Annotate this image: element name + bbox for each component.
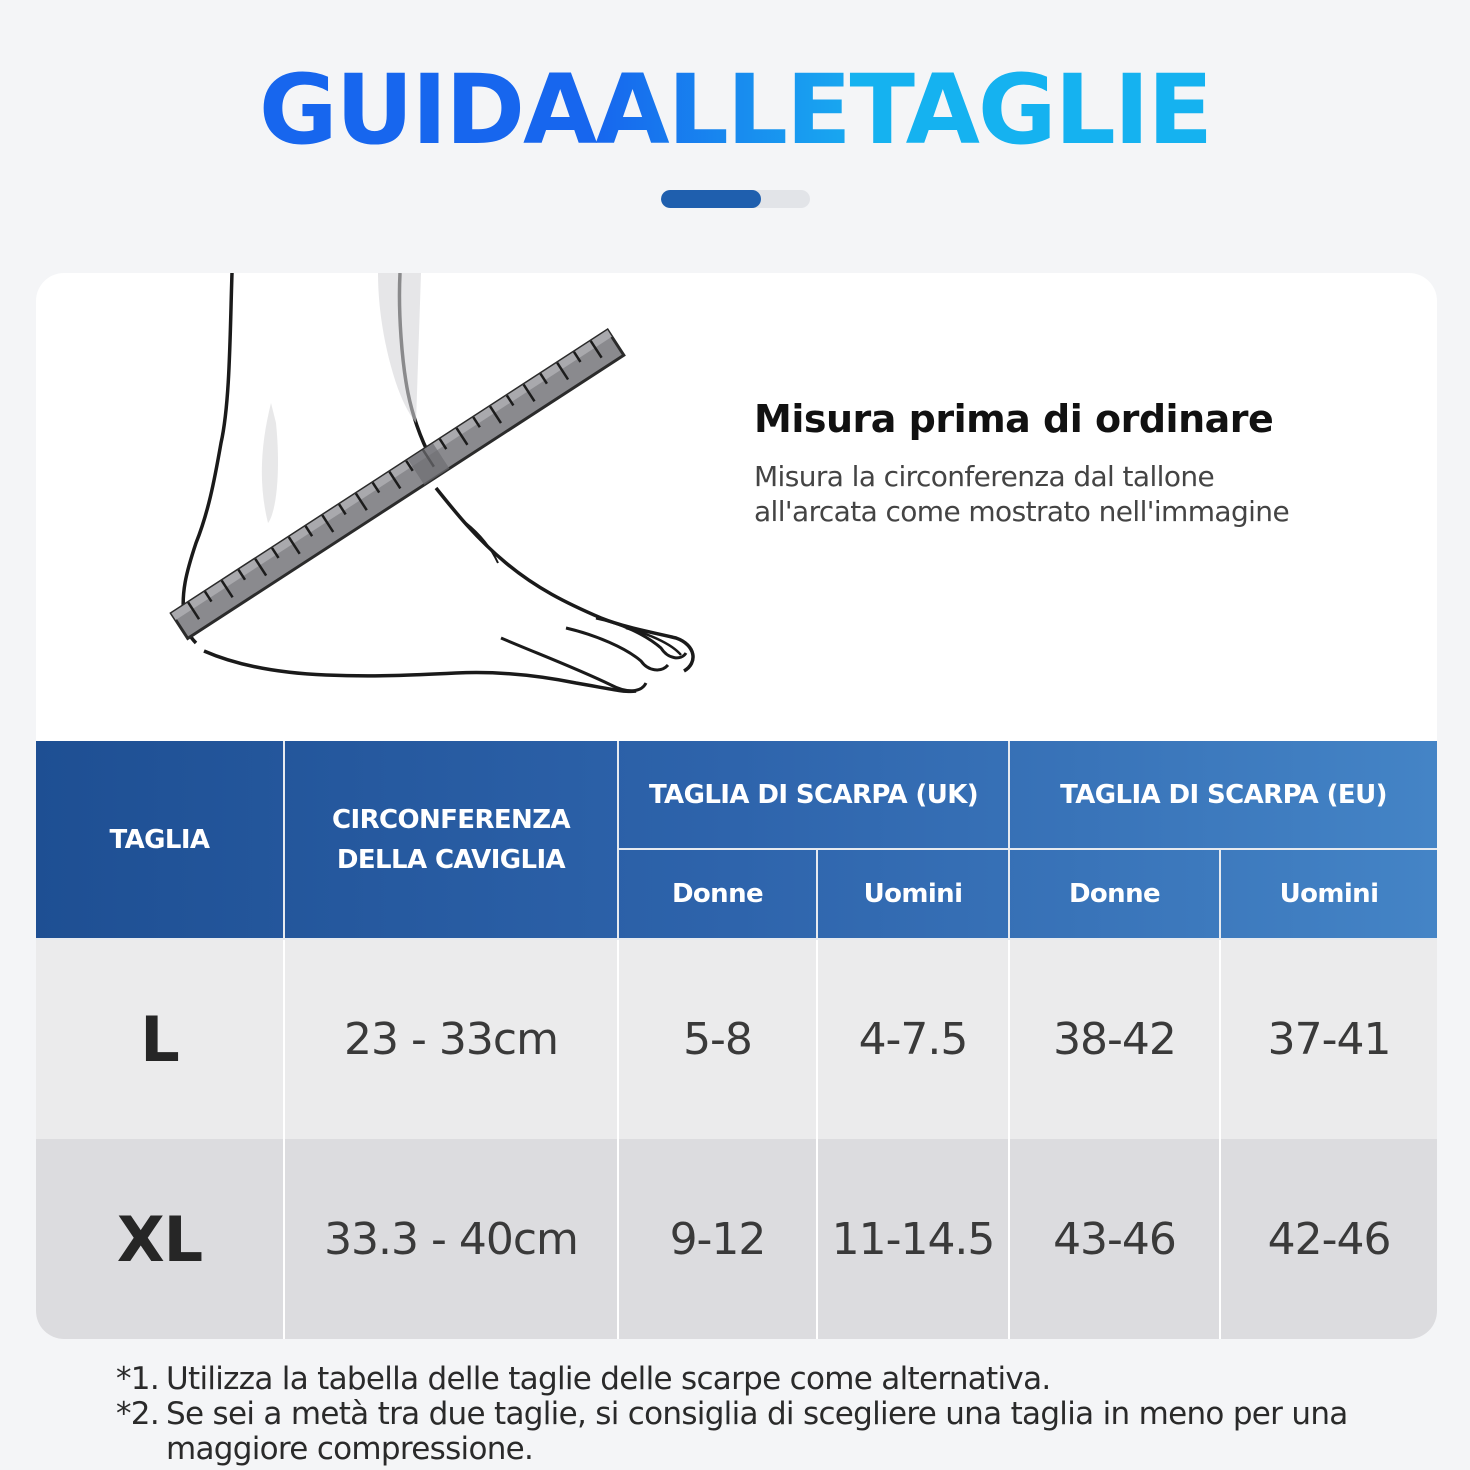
- cell-size: XL: [36, 1139, 284, 1339]
- cell-size: L: [36, 939, 284, 1139]
- cell-eu-women: 43-46: [1009, 1139, 1220, 1339]
- table-row: [36, 939, 1437, 1139]
- footnote-2: [116, 1397, 1446, 1467]
- footnote-1-text: Utilizza la tabella delle taglie delle scarpe come alternativa.: [166, 1361, 1051, 1397]
- foot-measuring-tape-illustration: [36, 273, 756, 741]
- title-part-1: GUIDA: [258, 54, 596, 166]
- header-shoe-size-uk: TAGLIA DI SCARPA (UK): [618, 741, 1009, 849]
- cell-eu-men: 37-41: [1267, 1014, 1391, 1065]
- cell-eu-women: 38-42: [1009, 939, 1220, 1139]
- table-row: [36, 1139, 1437, 1339]
- size-table: [36, 741, 1437, 1339]
- measure-heading: Misura prima di ordinare: [754, 397, 1274, 441]
- footnote-2-number: *2.: [116, 1396, 159, 1432]
- footnote-2-text: Se sei a metà tra due taglie, si consiglia di scegliere una taglia in meno per una maggiore compressione.: [166, 1396, 1348, 1467]
- header-ankle-circumference: [284, 741, 618, 939]
- footnote-1-number: *1.: [116, 1361, 159, 1397]
- cell-eu-men: 42-46: [1267, 1213, 1391, 1265]
- cell-ankle: 23 - 33cm: [284, 939, 618, 1139]
- size-guide-card: [36, 273, 1437, 1339]
- header-eu-women: Donne: [1009, 849, 1220, 939]
- title-part-2: ALLE: [595, 54, 850, 166]
- header-ankle-line-2: DELLA CAVIGLIA: [336, 844, 566, 875]
- header-ankle-line-1: CIRCONFERENZA: [332, 804, 570, 835]
- header-size: TAGLIA: [36, 741, 284, 939]
- page-title: [0, 55, 1470, 165]
- footnote-1: [116, 1362, 1446, 1397]
- header-uk-women: Donne: [618, 849, 817, 939]
- cell-ankle: 33.3 - 40cm: [284, 1139, 618, 1339]
- header-shoe-size-eu: TAGLIA DI SCARPA (EU): [1009, 741, 1437, 849]
- title-part-3: TAGLIE: [849, 54, 1212, 166]
- cell-uk-men: 4-7.5: [817, 939, 1009, 1139]
- table-header-row: [36, 741, 1437, 849]
- cell-uk-women: 5-8: [618, 939, 817, 1139]
- footnotes: [116, 1362, 1446, 1467]
- cell-uk-women: 9-12: [618, 1139, 817, 1339]
- title-divider: [661, 190, 810, 208]
- header-uk-men: Uomini: [817, 849, 1009, 939]
- measure-info: [754, 393, 1414, 529]
- title-divider-fill: [661, 190, 761, 208]
- measure-description-line-2: all'arcata come mostrato nell'immagine: [754, 495, 1290, 528]
- cell-uk-men: 11-14.5: [817, 1139, 1009, 1339]
- header-eu-men: Uomini: [1220, 849, 1437, 939]
- measure-description: [754, 459, 1414, 529]
- measure-description-line-1: Misura la circonferenza dal tallone: [754, 460, 1215, 493]
